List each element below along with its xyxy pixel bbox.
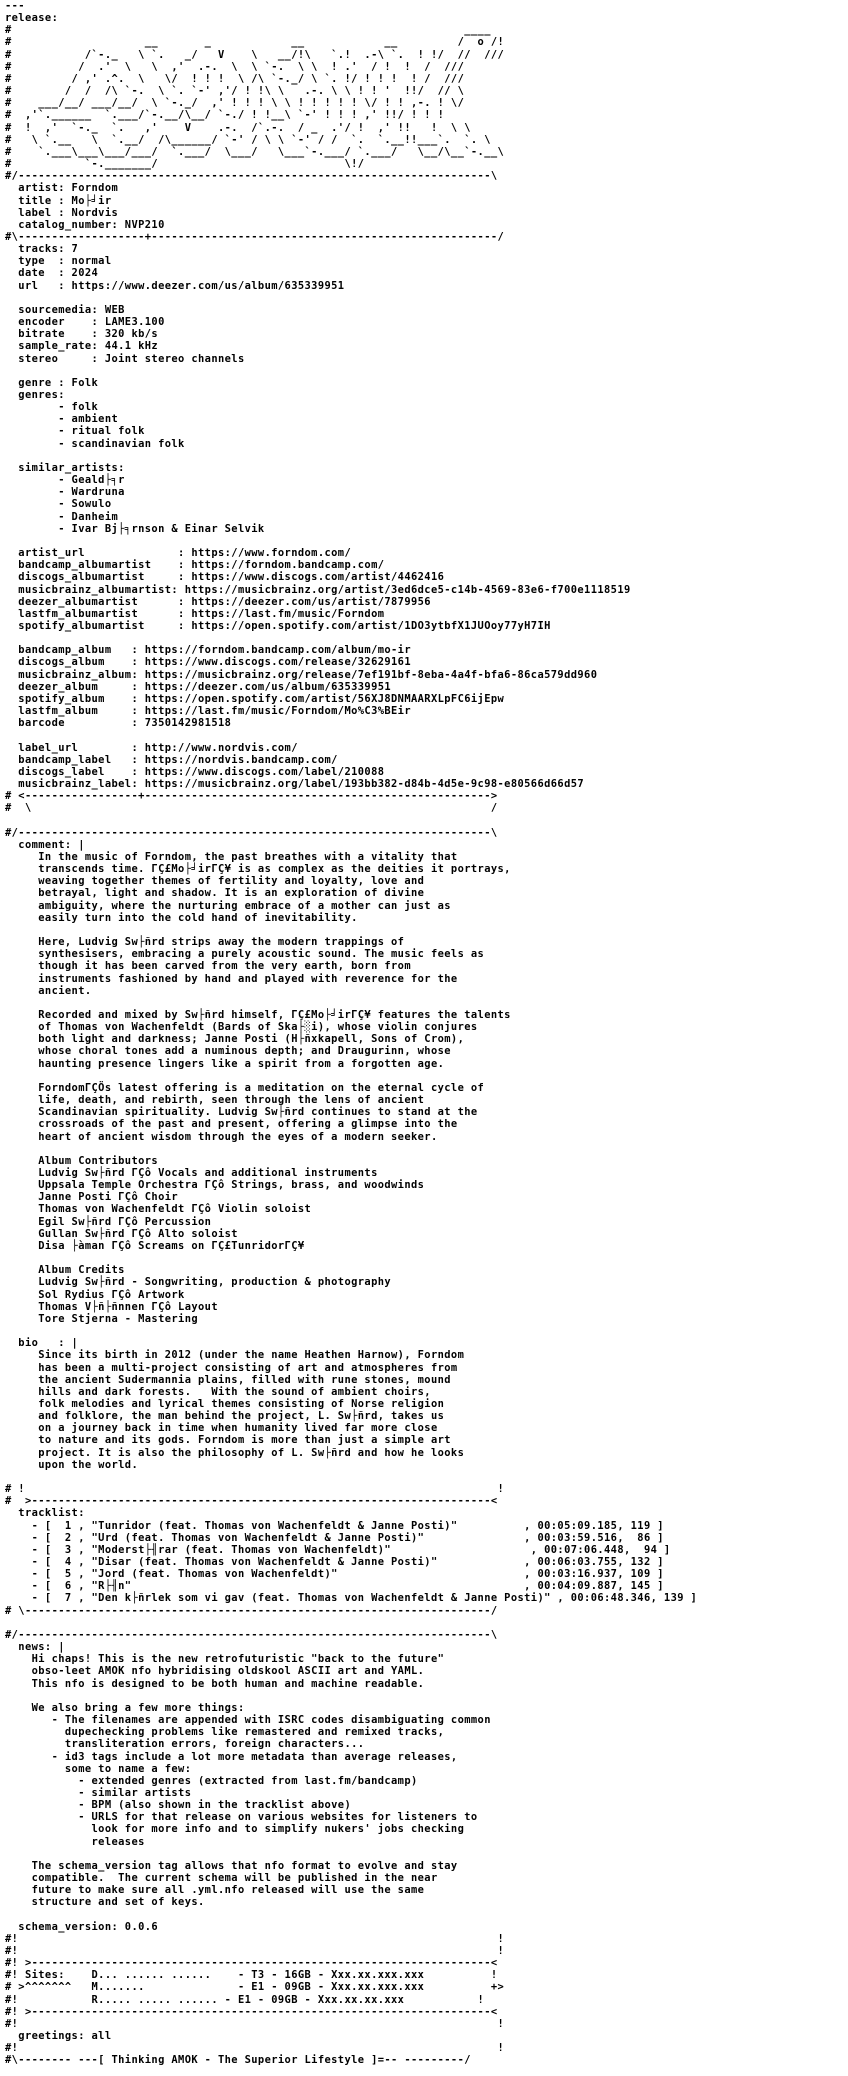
comment-section: comment: | In the music of Forndom, the past breathes with a vitality that transcends time. ΓÇ£Mo├╛irΓÇ¥ is as complex as the deities it portrays, weaving together themes of fertility and loyalty, love and betrayal, light and shadow. It is an exploration of divine ambiguity, where the nurturing embrace of a mother can just as easily turn into the cold hand of inevitability. Here, Ludvig Sw├ñrd strips away the modern trappings of synthesisers, embracing a purely acoustic sound. The music feels as though it has been carved from the very earth, born from instruments fashioned by hand and played with reverence for the ancient. Recorded and mixed by Sw├ñrd himself, ΓÇ£Mo├╛irΓÇ¥ features the talents of Thomas von Wachenfeldt (Bards of Ska├░i), whose violin conjures both light and darkness; Janne Posti (H├ñxkapell, Sons of Crom), whose choral tones add a numinous depth; and Draugurinn, whose haunting presence lingers like a spirit from a forgotten age. ForndomΓÇÖs latest offering is a meditation on the eternal cycle of life, death, and rebirth, seen through the lens of ancient Scandinavian spirituality. Ludvig Sw├ñrd continues to stand at the crossroads of the past and present, offering a glimpse into the heart of ancient wisdom through the eyes of a modern seeker. Album Contributors Ludvig Sw├ñrd ΓÇô Vocals and additional instruments Uppsala Temple Orchestra ΓÇô Strings, brass, and woodwinds Janne Posti ΓÇô Choir Thomas von Wachenfeldt ΓÇô Violin soloist Egil Sw├ñrd ΓÇô Percussion Gullan Sw├ñrd ΓÇô Alto soloist Disa ├àman ΓÇô Screams on ΓÇ£TunridorΓÇ¥ Album Credits Ludvig Sw├ñrd - Songwriting, production & photography Sol Rydius ΓÇô Artwork Thomas V├ñ├ñnnen ΓÇô Layout Tore Stjerna - Mastering bio : | Since its birth in 2012 (under the name Heathen Harnow), Forndom has been a multi-project consisting of art and atmospheres from the ancient Sudermannia plains, filled with rune stones, mound hills and dark forests. With the sound of ambient choirs, folk melodies and lyrical themes consisting of Norse religion and folklore, the man behind the project, L. Sw├ñrd, takes us on a journey back in time when humanity lived far more close to nature and its gods. Forndom is more than just a simple art project. It is also the philosophy of L. Sw├ñrd and how he looks upon the world. # ! ! # >---------------------------------------------------------------------< [5,838,511,1508]
footer-section: greetings: all #! ! #\-------- ---[ Thinking AMOK - The Superior Lifestyle ]=-- ---------/ [5,2030,505,2067]
tracklist-section: tracklist: - [ 1 , "Tunridor (feat. Thomas von Wachenfeldt & Janne Posti)" , 00:05:09.185, 119 ] - [ 2 , "Urd (feat. Thomas von Wachenfeldt & Janne Posti)" , 00:03:59.516, 86 ] - [ 3 , "Moderst├╢rar (feat. Thomas von Wachenfeldt)" , 00:07:06.448, 94 ] - [ 4 , "Disar (feat. Thomas von Wachenfeldt & Janne Posti)" , 00:06:03.755, 132 ] - [ 5 , "Jord (feat. Thomas von Wachenfeldt)" , 00:03:16.937, 109 ] - [ 6 , "R├╢n" , 00:04:09.887, 145 ] - [ 7 , "Den k├ñrlek som vi gav (feat. Thomas von Wachenfeldt & Janne Posti)" , 00:06:48.346, 139 ] # \----------------------------------------------------------------------/ #/-----------------------------------------------------------------------\ [5,1507,698,1641]
news-section: news: | Hi chaps! This is the new retrofuturistic "back to the future" obso-leet AMOK nfo hybridising oldskool ASCII art and YAML. This nfo is designed to be both human and machine readable. We also bring a few more things: - The filenames are appended with ISRC codes disambiguating common dupechecking problems like remastered and remixed tracks, transliteration errors, foreign characters... - id3 tags include a lot more metadata than average releases, some to name a few: - extended genres (extracted from last.fm/bandcamp) - similar artists - BPM (also shown in the tracklist above) - URLS for that release on various websites for listeners to look for more info and to simplify nukers' jobs checking releases The schema_version tag allows that nfo format to evolve and stay compatible. The current schema will be published in the near future to make sure all .yml.nfo released will use the same structure and set of keys. schema_version: 0.0.6 #! ! #! ! #! >---------------------------------------------------------------------< [5,1641,505,1970]
header-lines: --- release: [5,0,59,25]
amok-ascii-logo: # ____ # __ _ __ __ / o /! # /`-._ \ `. _/ V \ __/!\ `.! .-\ `. ! !/ // /// # / .' \ \ ,' .-. \ \ `-. \ \ ! .' / ! ! / /// # / ,' .^. \ \/ ! ! ! \ /\ `-._/ \ `. !/ ! ! ! ! / /// # / / /\ `-. \ `. `-' ,'/ ! !\ \ .-. \ \ ! ! ' !!/ // \ # ___/__/ ___/__/ \ `-._/ ,' ! ! ! \ \ ! ! ! ! ! \/ ! ! ,-. ! \/ # ,'`.______ `.___/`-.__/\__/ `-./ ! !__\ `-' ! ! ! ,' !!/ ! ! ! # ! ,' `-._ `. ,' V .-. /`.-. / _ .'/ ! ,' !! ! \ \ # \ `.__ \ `.__/ /\______/ `-' / \ \ `-' / / `. `.__!!___`. `. \ # `.___\___\___/___/ `.___/ \___/ \___`-.___/ `.___/ \__/\__`-.__\ # `-._______/ \!/ #/-----------------------------------------------------------------------\ [5,24,505,183]
release-info-section: artist: Forndom title : Mo├╛ir label : Nordvis catalog_number: NVP210 #\-------------------+----------------------------------------------------/ tracks: 7 type : normal date : 2024 url : https://www.deezer.com/us/album/635339951 sourcemedia: WEB encoder : LAME3.100 bitrate : 320 kb/s sample_rate: 44.1 kHz stereo : Joint stereo channels genre : Folk genres: - folk - ambient - ritual folk - scandinavian folk similar_artists: - Geald├╕r - Wardruna - Sowulo - Danheim - Ivar Bj├╕rnson & Einar Selvik artist_url : https://www.forndom.com/ bandcamp_albumartist : https://forndom.bandcamp.com/ discogs_albumartist : https://www.discogs.com/artist/4462416 musicbrainz_albumartist: https://musicbrainz.org/artist/3ed6dce5-c14b-4569-83e6-f700e1118519 deezer_albumartist : https://deezer.com/us/artist/7879956 lastfm_albumartist : https://last.fm/music/Forndom spotify_albumartist : https://open.spotify.com/artist/1DO3ytbfX1JUOoy77yH7IH bandcamp_album : https://forndom.bandcamp.com/album/mo-ir discogs_album : https://www.discogs.com/release/32629161 musicbrainz_album: https://musicbrainz.org/release/7ef191bf-8eba-4a4f-bfa6-86ca579dd960 deezer_album : https://deezer.com/us/album/635339951 spotify_album : https://open.spotify.com/artist/56XJ8DNMAARXLpFC6ijEpw lastfm_album : https://last.fm/music/Forndom/Mo%C3%BEir barcode : 7350142981518 label_url : http://www.nordvis.com/ bandcamp_label : https://nordvis.bandcamp.com/ discogs_label : https://www.discogs.com/label/210088 musicbrainz_label: https://musicbrainz.org/label/193bb382-d84b-4d5e-9c98-e80566d66d57 # <-----------------+----------------------------------------------------> # \ / #/-----------------------------------------------------------------------\ [5,182,631,839]
sites-section: #! Sites: D... ...... ...... - T3 - 16GB - Xxx.xx.xxx.xxx ! # >^^^^^^^ M....... - E1 - 09GB - Xxx.xx.xxx.xxx +> #! R..... ..... ...... - E1 - 09GB - Xxx.xx.xx.xxx ! #! >---------------------------------------------------------------------< #! ! [5,1969,505,2030]
